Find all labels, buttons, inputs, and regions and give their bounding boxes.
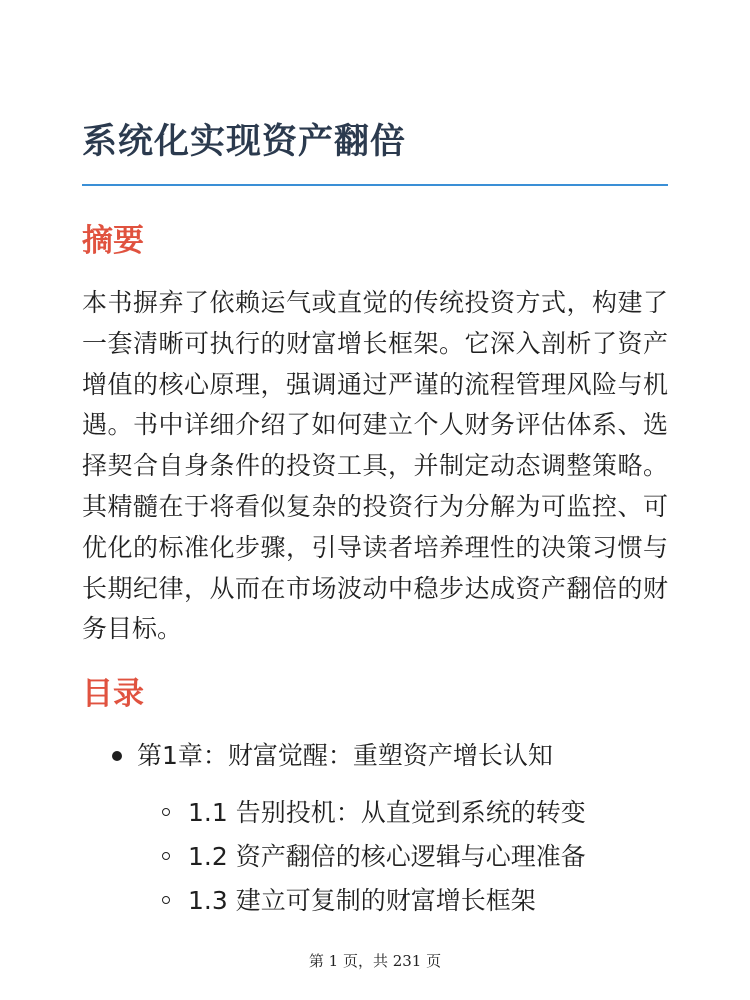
toc-section-label: 1.1 告别投机：从直觉到系统的转变 — [188, 798, 586, 827]
toc-section-item — [162, 881, 536, 921]
toc-section-label: 1.3 建立可复制的财富增长框架 — [188, 886, 536, 915]
bullet-circle-icon — [162, 896, 170, 904]
toc-chapter-label: 第1章：财富觉醒：重塑资产增长认知 — [137, 741, 553, 770]
toc-chapter-item — [112, 736, 553, 776]
bullet-disc-icon — [112, 751, 122, 761]
page-number-footer: 第 1 页，共 231 页 — [308, 952, 442, 970]
document-title: 系统化实现资产翻倍 — [82, 122, 407, 162]
bullet-circle-icon — [162, 852, 170, 860]
toc-section-item — [162, 837, 586, 877]
toc-section-item — [162, 793, 586, 833]
toc-section-label: 1.2 资产翻倍的核心逻辑与心理准备 — [188, 842, 586, 871]
abstract-heading: 摘要 — [82, 223, 144, 259]
abstract-body: 本书摒弃了依赖运气或直觉的传统投资方式，构建了一套清晰可执行的财富增长框架。它深入剖析了资产增值的核心原理，强调通过严谨的流程管理风险与机遇。书中详细介绍了如何建立个人财务评估体系、选择契合自身条件的投资工具，并制定动态调整策略。其精髓在于将看似复杂的投资行为分解为可监控、可优化的标准化步骤，引导读者培养理性的决策习惯与长期纪律，从而在市场波动中稳步达成资产翻倍的财务目标。 — [82, 288, 668, 644]
title-divider — [82, 184, 668, 186]
toc-heading: 目录 — [82, 676, 144, 712]
bullet-circle-icon — [162, 808, 170, 816]
